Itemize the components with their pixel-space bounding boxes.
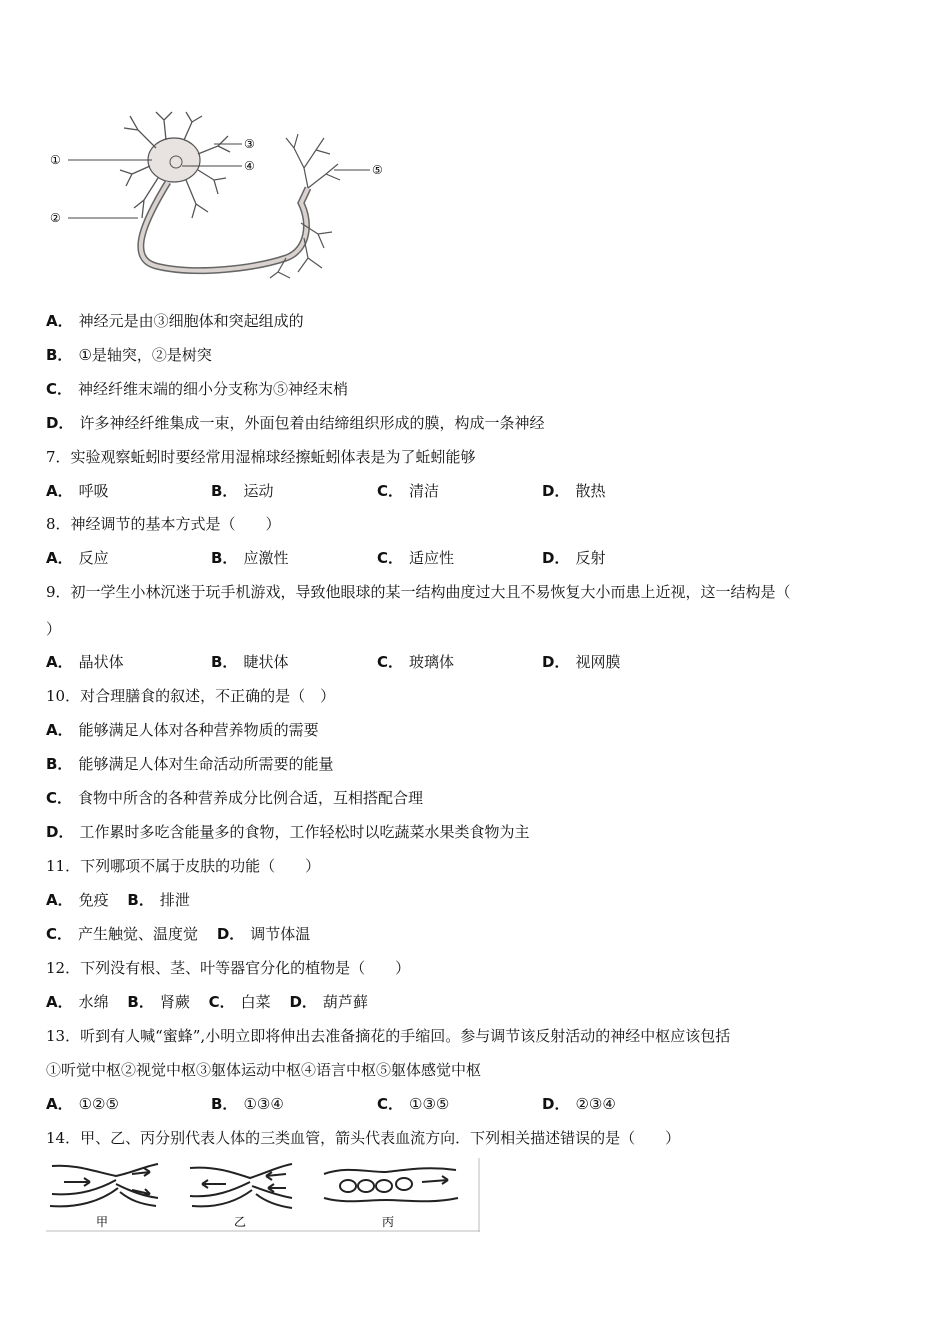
q11-options-row2: C． 产生触觉、温度觉 D． 调节体温 bbox=[46, 925, 311, 943]
q8-stem: 8．神经调节的基本方式是（ ） bbox=[46, 515, 281, 533]
q12-options: A． 水绵 B． 肾蕨 C． 白菜 D． 葫芦藓 bbox=[46, 993, 368, 1011]
q9-stem: 9．初一学生小林沉迷于玩手机游戏，导致他眼球的某一结构曲度过大且不易恢复大小而患上近视，这一结构是（ bbox=[46, 583, 791, 601]
q9-option-a: A． 晶状体 bbox=[46, 653, 124, 671]
label-2: ② bbox=[50, 211, 61, 225]
q13-option-a: A． ①②⑤ bbox=[46, 1095, 119, 1113]
vessel-label-yi: 乙 bbox=[234, 1215, 247, 1229]
q10-option-c: C． 食物中所含的各种营养成分比例合适，互相搭配合理 bbox=[46, 789, 424, 807]
q6-option-b: B． ①是轴突，②是树突 bbox=[46, 346, 212, 364]
q9-option-d: D． 视网膜 bbox=[542, 653, 621, 671]
q11-stem: 11．下列哪项不属于皮肤的功能（ ） bbox=[46, 857, 321, 875]
q13-stem: 13．听到有人喊“蜜蜂”,小明立即将伸出去准备摘花的手缩回。参与调节该反射活动的神经中枢应该包括 bbox=[46, 1027, 731, 1045]
neuron-diagram bbox=[46, 108, 396, 280]
q9-option-b: B． 睫状体 bbox=[211, 653, 289, 671]
q6-option-d: D． 许多神经纤维集成一束，外面包着由结缔组织形成的膜，构成一条神经 bbox=[46, 414, 545, 432]
q8-option-c: C． 适应性 bbox=[377, 549, 455, 567]
label-1: ① bbox=[50, 153, 61, 167]
q12-stem: 12．下列没有根、茎、叶等器官分化的植物是（ ） bbox=[46, 959, 411, 977]
q10-stem: 10．对合理膳食的叙述，不正确的是（ ） bbox=[46, 687, 336, 705]
label-5: ⑤ bbox=[372, 163, 383, 177]
q10-option-b: B． 能够满足人体对生命活动所需要的能量 bbox=[46, 755, 334, 773]
q13-items: ①听觉中枢②视觉中枢③躯体运动中枢④语言中枢⑤躯体感觉中枢 bbox=[46, 1061, 482, 1079]
vessel-label-jia: 甲 bbox=[96, 1215, 109, 1229]
q6-option-c: C． 神经纤维末端的细小分支称为⑤神经末梢 bbox=[46, 380, 349, 398]
blood-vessel-diagram bbox=[46, 1158, 480, 1232]
q10-option-d: D． 工作累时多吃含能量多的食物，工作轻松时以吃蔬菜水果类食物为主 bbox=[46, 823, 530, 841]
q7-option-d: D． 散热 bbox=[542, 482, 606, 500]
q7-option-c: C． 清洁 bbox=[377, 482, 440, 500]
q9-option-c: C． 玻璃体 bbox=[377, 653, 455, 671]
q7-option-b: B． 运动 bbox=[211, 482, 274, 500]
q8-option-b: B． 应激性 bbox=[211, 549, 289, 567]
q13-option-d: D． ②③④ bbox=[542, 1095, 616, 1113]
vessel-label-bing: 丙 bbox=[382, 1215, 395, 1229]
q14-stem: 14．甲、乙、丙分别代表人体的三类血管，箭头代表血流方向．下列相关描述错误的是（ ） bbox=[46, 1129, 681, 1147]
q8-option-d: D． 反射 bbox=[542, 549, 606, 567]
q13-option-c: C． ①③⑤ bbox=[377, 1095, 450, 1113]
q6-option-a: A． 神经元是由③细胞体和突起组成的 bbox=[46, 312, 304, 330]
label-4: ④ bbox=[244, 159, 255, 173]
q7-option-a: A． 呼吸 bbox=[46, 482, 109, 500]
q9-stem-end: ） bbox=[46, 620, 62, 638]
q10-option-a: A． 能够满足人体对各种营养物质的需要 bbox=[46, 721, 319, 739]
q8-option-a: A． 反应 bbox=[46, 549, 109, 567]
q11-options-row1: A． 免疫 B． 排泄 bbox=[46, 891, 190, 909]
q7-stem: 7．实验观察蚯蚓时要经常用湿棉球经擦蚯蚓体表是为了蚯蚓能够 bbox=[46, 448, 476, 466]
label-3: ③ bbox=[244, 137, 255, 151]
q13-option-b: B． ①③④ bbox=[211, 1095, 284, 1113]
